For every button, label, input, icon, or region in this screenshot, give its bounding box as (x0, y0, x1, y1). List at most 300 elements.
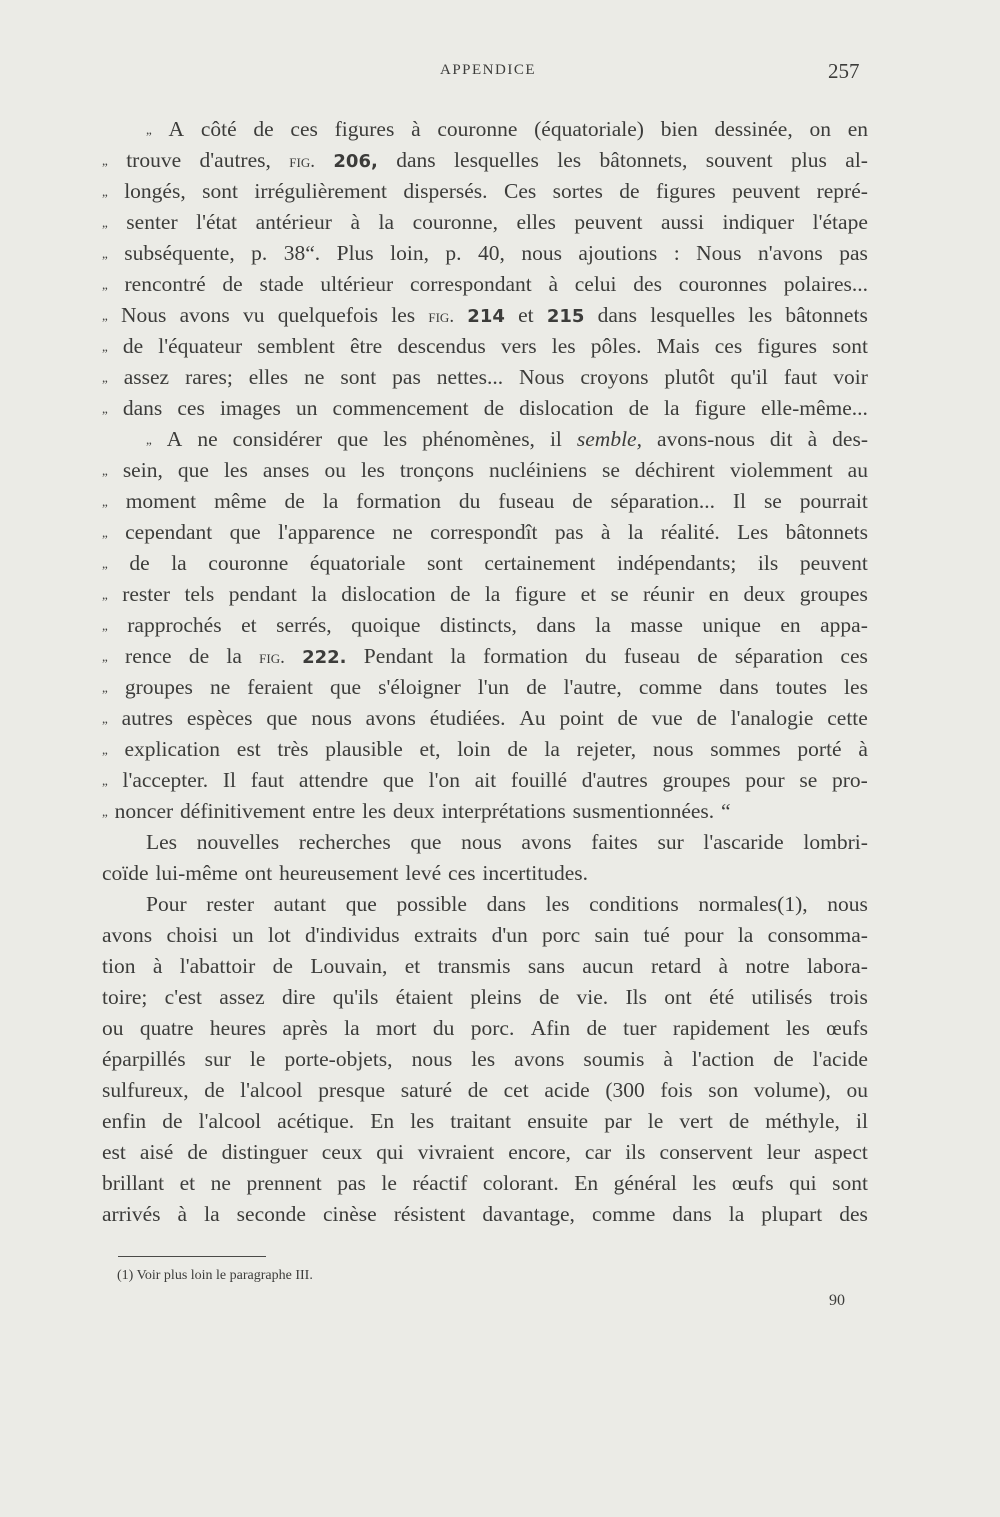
word: images (219, 396, 281, 420)
word: point (559, 706, 604, 730)
word: sain (594, 923, 630, 947)
word: général (613, 1171, 677, 1195)
word: figures (334, 117, 395, 141)
word: retard (650, 954, 702, 978)
word: l'acide (812, 1047, 868, 1071)
word: seconde (236, 1202, 306, 1226)
word: la (450, 644, 466, 668)
word: dislocation (519, 396, 614, 420)
word: ou (846, 1078, 868, 1102)
word: on (809, 117, 831, 141)
word: d'un (491, 923, 528, 947)
word: utilisés (751, 985, 813, 1009)
word: formation (483, 644, 568, 668)
word: plus (791, 148, 827, 172)
word: à (718, 954, 729, 978)
footnote: (1) Voir plus loin le paragraphe III. (117, 1268, 313, 1283)
text-line (102, 641, 868, 672)
word: comme (591, 1202, 656, 1226)
word: à (600, 520, 611, 544)
text-line (102, 982, 868, 1013)
word: et, (419, 737, 441, 761)
word: séparation (734, 644, 824, 668)
word: le (249, 1047, 266, 1071)
word: avons (521, 830, 572, 854)
quote-mark: „ (102, 711, 108, 726)
word: 215 (546, 306, 585, 327)
word: la (204, 1202, 220, 1226)
body-text (102, 114, 868, 1230)
word: bâtonnets, (599, 148, 688, 172)
text-line (102, 858, 868, 889)
word: et (404, 954, 421, 978)
word: à (858, 737, 868, 761)
word: un (295, 396, 318, 420)
word: noncer (114, 799, 174, 823)
word: sein, (122, 458, 163, 482)
word: porc. (470, 1016, 515, 1040)
word: l'apparence (278, 520, 376, 544)
word: repré- (816, 179, 868, 203)
word: Louvain, (310, 954, 388, 978)
word: dans (672, 1202, 712, 1226)
word: faut (783, 365, 818, 389)
word: pas (554, 520, 584, 544)
word: de (572, 489, 593, 513)
word: couronne (437, 117, 518, 141)
word: définitivement (180, 799, 306, 823)
word: plupart (761, 1202, 823, 1226)
word: ne (209, 675, 231, 699)
word: croyons (580, 365, 649, 389)
word: l'alcool (240, 1078, 303, 1102)
word: avons-nous (656, 427, 755, 451)
word: d'individus (304, 923, 400, 947)
word: de (204, 1078, 225, 1102)
word: Les (737, 520, 769, 544)
word: Nous (696, 241, 742, 265)
word: labora- (806, 954, 868, 978)
word: extraits (413, 923, 478, 947)
word: leur (766, 1140, 801, 1164)
word: Mais (656, 334, 700, 358)
word: notre (745, 954, 790, 978)
word: les (844, 675, 868, 699)
signature-mark: 90 (829, 1292, 845, 1309)
word: dans (719, 675, 759, 699)
word: Pour (146, 892, 187, 916)
word: vivraient (417, 1140, 495, 1164)
word: est (102, 1140, 126, 1164)
text-line (102, 207, 868, 238)
word: des- (832, 427, 868, 451)
word: pleins (470, 985, 522, 1009)
word: pourrait (799, 489, 868, 513)
word: en (708, 582, 730, 606)
word: de (467, 1078, 488, 1102)
quote-mark: „ (102, 401, 108, 416)
word: En (370, 1109, 395, 1133)
word: des (633, 272, 662, 296)
word: lesquelles (650, 303, 736, 327)
word: l'alcool (198, 1109, 262, 1133)
word: p. (251, 241, 268, 265)
word: A (166, 427, 183, 451)
quote-mark: „ (102, 277, 108, 292)
quote-mark: „ (102, 618, 108, 633)
word: équatoriale (309, 551, 406, 575)
word: nous (827, 892, 868, 916)
quote-mark: „ (146, 432, 152, 447)
word: colorant. (482, 1171, 559, 1195)
word: à (807, 427, 818, 451)
word: Au (519, 706, 546, 730)
word: c'est (164, 985, 202, 1009)
word: côté (200, 117, 237, 141)
word: nous (521, 241, 562, 265)
word: de (773, 1047, 794, 1071)
word: susmentionnées. (572, 799, 715, 823)
quote-mark: „ (146, 122, 152, 137)
word: figures (655, 179, 716, 203)
word: porte-objets, (284, 1047, 393, 1071)
word: à (548, 272, 559, 296)
word: la (595, 613, 611, 637)
word: loin (457, 737, 491, 761)
word: fois (660, 1078, 693, 1102)
word: dit (769, 427, 793, 451)
word: que (177, 458, 209, 482)
word: se (763, 489, 782, 513)
word: En (574, 1171, 599, 1195)
text-line (102, 1075, 868, 1106)
word: ils (625, 1140, 646, 1164)
word: du (432, 1016, 455, 1040)
word: Il (732, 489, 747, 513)
word: traitant (450, 1109, 512, 1133)
word: ont (244, 861, 273, 885)
word: figures (757, 334, 817, 358)
word: mort (375, 1016, 417, 1040)
word: figure (514, 582, 567, 606)
word: longés, (124, 179, 186, 203)
word: un (232, 923, 254, 947)
word: antérieur (255, 210, 332, 234)
word: anses (262, 458, 310, 482)
word: nous (461, 830, 502, 854)
word: acétique. (277, 1109, 355, 1133)
word: la (322, 489, 339, 513)
word: 38“. (283, 241, 321, 265)
word: les (223, 458, 248, 482)
word: la (728, 1202, 745, 1226)
word: toutes (775, 675, 827, 699)
word: serrés, (276, 613, 332, 637)
word: que (410, 830, 442, 854)
word: assez (123, 365, 170, 389)
word: sans (527, 954, 565, 978)
word: considérer (232, 427, 323, 451)
word: l'étape (812, 210, 868, 234)
word: bâtonnets (785, 303, 868, 327)
word: lot (267, 923, 291, 947)
word: de (628, 396, 649, 420)
word: les (383, 427, 408, 451)
word: et (179, 1171, 196, 1195)
word: dislocation (341, 582, 436, 606)
word: l'équateur (158, 334, 243, 358)
page-number: 257 (828, 59, 860, 83)
word: entre (312, 799, 356, 823)
word: le (647, 1109, 664, 1133)
word: qui (376, 1140, 404, 1164)
word: séparation... (610, 489, 715, 513)
word: bâtonnets (785, 520, 868, 544)
word: faut (250, 768, 285, 792)
word: avons (365, 706, 416, 730)
word: distinguer (221, 1140, 308, 1164)
word: couronne, (412, 210, 498, 234)
word: œufs (731, 1171, 774, 1195)
quote-mark: „ (102, 556, 108, 571)
word: la (311, 582, 327, 606)
quote-mark: „ (102, 773, 108, 788)
word: et (580, 582, 597, 606)
word: éparpillés (102, 1047, 186, 1071)
quote-mark: „ (102, 246, 108, 261)
word: du (585, 644, 607, 668)
word: cette (827, 706, 868, 730)
word: ces (448, 861, 476, 885)
text-line (102, 796, 868, 827)
text-line (102, 269, 868, 300)
word: de (272, 954, 293, 978)
word: avons (102, 923, 153, 947)
quote-mark: „ (102, 215, 108, 230)
word: qu'ils (332, 985, 379, 1009)
word: dans (486, 892, 526, 916)
word: porc (542, 923, 581, 947)
word: étaient (395, 985, 453, 1009)
word: dire (281, 985, 316, 1009)
text-line (102, 238, 868, 269)
word: dans (597, 303, 638, 327)
text-line (102, 703, 868, 734)
word: en (847, 117, 868, 141)
word: de (586, 1016, 607, 1040)
word: Nous (121, 303, 167, 327)
word: de (507, 737, 528, 761)
word: autres (121, 706, 173, 730)
quote-mark: „ (102, 804, 108, 819)
word: ces (177, 396, 205, 420)
quote-mark: „ (102, 463, 108, 478)
word: la (171, 551, 187, 575)
word: explication (124, 737, 221, 761)
word: interprétations (441, 799, 566, 823)
word: en (780, 613, 801, 637)
word: les (361, 458, 385, 482)
word: les (692, 1171, 717, 1195)
word: brillant (102, 1171, 165, 1195)
word: aisé (139, 1140, 174, 1164)
word: groupes (662, 768, 731, 792)
word: irrégulièrement (254, 179, 387, 203)
word: plausible (325, 737, 403, 761)
word: après (282, 1016, 328, 1040)
word: de (728, 1109, 750, 1133)
text-line (102, 300, 868, 331)
word: la (663, 396, 680, 420)
word: encore, (508, 1140, 571, 1164)
word: nouvelles (196, 830, 280, 854)
word: sont (832, 1171, 868, 1195)
running-title: APPENDICE (440, 62, 537, 78)
word: Les (146, 830, 178, 854)
quote-mark: „ (102, 153, 108, 168)
word: arrivés (102, 1202, 161, 1226)
word: al- (845, 148, 868, 172)
word: vie. (576, 985, 609, 1009)
word: à (350, 210, 361, 234)
word: p. (445, 241, 462, 265)
word: lombri- (803, 830, 868, 854)
word: la (627, 520, 644, 544)
word: tuer (623, 1016, 657, 1040)
quote-mark: „ (102, 680, 108, 695)
word: porté (797, 737, 842, 761)
word: phénomènes, (422, 427, 535, 451)
word: ne (304, 365, 325, 389)
word: masse (630, 613, 683, 637)
text-line (102, 765, 868, 796)
word: figure (694, 396, 746, 420)
word: ensuite (527, 1109, 589, 1133)
word: méthyle, (765, 1109, 840, 1133)
quote-mark: „ (102, 587, 108, 602)
word: n'avons (757, 241, 823, 265)
word: il (856, 1109, 868, 1133)
word: dessinée, (714, 117, 793, 141)
word: polaires... (783, 272, 868, 296)
text-line (102, 920, 868, 951)
word: possible (396, 892, 467, 916)
word: senter (126, 210, 178, 234)
word: s'éloigner (378, 675, 461, 699)
word: elle-même... (761, 396, 868, 420)
word: descendus (397, 334, 486, 358)
word: à (177, 1202, 188, 1226)
word: pour (745, 768, 785, 792)
word: normales(1), (698, 892, 808, 916)
text-line (102, 331, 868, 362)
word: ont (664, 985, 692, 1009)
word: les (391, 303, 416, 327)
word: “ (721, 799, 731, 823)
word: lesquelles (454, 148, 539, 172)
text-line (102, 1199, 868, 1230)
word: comme (638, 675, 703, 699)
word: lui-même (155, 861, 238, 885)
quote-mark: „ (102, 742, 108, 757)
word: ils (757, 551, 779, 575)
quote-mark: „ (102, 494, 108, 509)
word: faites (591, 830, 638, 854)
word: par (604, 1109, 632, 1133)
word: loin, (390, 241, 429, 265)
word: sur (204, 1047, 231, 1071)
word: moment (125, 489, 197, 513)
text-line (102, 734, 868, 765)
word: nous (411, 1047, 453, 1071)
word: ne (210, 1171, 231, 1195)
word: sont (340, 365, 377, 389)
word: incertitudes. (482, 861, 589, 885)
word: elles (516, 210, 556, 234)
word: de (162, 1109, 183, 1133)
text-line (102, 672, 868, 703)
word: vu (243, 303, 265, 327)
word: réactif (412, 1171, 468, 1195)
word: rares; (185, 365, 233, 389)
word: feraient (247, 675, 313, 699)
word: se (601, 458, 620, 482)
word: déchirent (634, 458, 715, 482)
word: très (277, 737, 309, 761)
word: ces (714, 334, 743, 358)
word: espèces (186, 706, 253, 730)
word: à (152, 954, 163, 978)
word: levé (405, 861, 442, 885)
word: que (382, 768, 414, 792)
word: conditions (589, 892, 679, 916)
word: pas (392, 365, 421, 389)
word: ne (197, 427, 218, 451)
word: de (697, 644, 718, 668)
word: fig. (289, 151, 315, 172)
word: l'analogie (730, 706, 814, 730)
word: sulfureux, (102, 1078, 189, 1102)
word: vers (500, 334, 537, 358)
quote-mark: „ (102, 649, 108, 664)
word: deux (392, 799, 435, 823)
word: presque (318, 1078, 386, 1102)
word: Ils (625, 985, 647, 1009)
word: les (748, 303, 773, 327)
word: rejeter, (576, 737, 637, 761)
text-line (102, 610, 868, 641)
word: que (345, 892, 377, 916)
word: commencement (332, 396, 469, 420)
quote-mark: „ (102, 525, 108, 540)
text-line (102, 1044, 868, 1075)
text-line (102, 1137, 868, 1168)
word: unique (702, 613, 761, 637)
word: le (381, 1171, 397, 1195)
word: conservent (659, 1140, 753, 1164)
word: œufs (826, 1016, 868, 1040)
word: quatre (139, 1016, 194, 1040)
word: couronnes (678, 272, 768, 296)
word: ultérieur (320, 272, 394, 296)
text-line (102, 1106, 868, 1137)
word: réalité. (660, 520, 720, 544)
word: l'état (196, 210, 238, 234)
word: réunir (642, 582, 695, 606)
word: pas (839, 241, 868, 265)
word: 214 (467, 306, 505, 327)
word: des (839, 1202, 868, 1226)
